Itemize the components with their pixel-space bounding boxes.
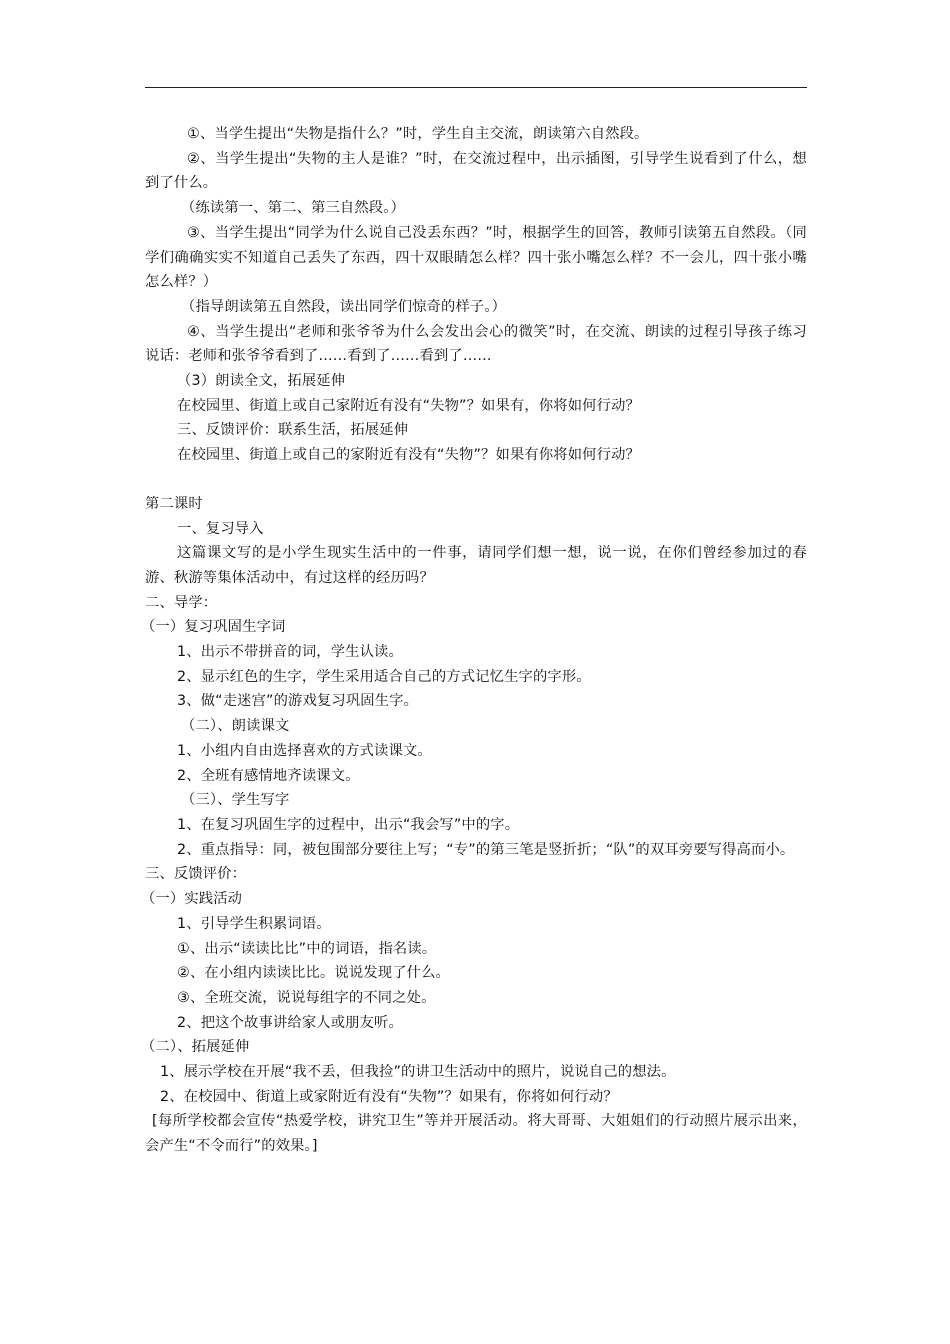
paragraph: 一、复习导入 xyxy=(177,520,264,537)
paragraph: 2、重点指导：同，被包围部分要往上写；“专”的第三笔是竖折折；“队”的双耳旁要写得高而小。 xyxy=(177,841,795,858)
paragraph: 在校园里、街道上或自己家附近有没有“失物”？如果有，你将如何行动？ xyxy=(177,397,640,414)
paragraph: （一）实践活动 xyxy=(141,891,243,908)
paragraph: 1、小组内自由选择喜欢的方式读课文。 xyxy=(177,742,432,759)
paragraph: ③、当学生提出“同学为什么说自己没丢东西？”时，根据学生的回答，教师引读第五自然段。（同学们确确实实不知道自己丢失了东西，四十双眼睛怎么样？四十张小嘴怎么样？不一会儿，四十张小嘴怎么样？） xyxy=(145,224,807,291)
paragraph: 1、引导学生积累词语。 xyxy=(177,915,331,932)
paragraph: 二、导学： xyxy=(145,594,218,611)
paragraph: （3）朗读全文，拓展延伸 xyxy=(177,373,346,390)
paragraph-gap xyxy=(145,468,807,492)
paragraph: （二）、朗读课文 xyxy=(181,718,290,735)
paragraph: （练读第一、第二、第三自然段。） xyxy=(181,200,405,217)
paragraph: 三、反馈评价：联系生活，拓展延伸 xyxy=(177,422,409,439)
paragraph: 1、展示学校在开展“我不丢，但我捡”的讲卫生活动中的照片，说说自己的想法。 xyxy=(160,1064,676,1081)
paragraph: ①、出示“读读比比”中的词语，指名读。 xyxy=(177,940,437,957)
paragraph: ③、全班交流，说说每组字的不同之处。 xyxy=(177,989,436,1006)
paragraph: 第二课时 xyxy=(145,495,203,512)
paragraph: （三）、学生写字 xyxy=(181,792,290,809)
paragraph: 2、显示红色的生字，学生采用适合自己的方式记忆生字的字形。 xyxy=(177,668,591,685)
paragraph: ②、当学生提出“失物的主人是谁？”时，在交流过程中，出示插图，引导学生说看到了什么，想到了什么。 xyxy=(145,150,807,192)
paragraph: 三、反馈评价： xyxy=(145,866,247,883)
paragraph: 2、在校园中、街道上或家附近有没有“失物”？如果有，你将如何行动？ xyxy=(160,1088,618,1105)
paragraph: ①、当学生提出“失物是指什么？”时，学生自主交流，朗读第六自然段。 xyxy=(187,126,649,142)
paragraph: （一）复习巩固生字词 xyxy=(141,619,286,636)
header-rule xyxy=(145,87,807,88)
paragraph: （指导朗读第五自然段，读出同学们惊奇的样子。） xyxy=(181,298,507,315)
paragraph: 2、全班有感情地齐读课文。 xyxy=(177,767,360,784)
paragraph: 在校园里、街道上或自己的家附近有没有“失物”？如果有你将如何行动？ xyxy=(177,447,640,464)
paragraph: 1、出示不带拼音的词，学生认读。 xyxy=(177,644,403,661)
document-body xyxy=(141,122,807,1159)
paragraph: 3、做“走迷宫”的游戏复习巩固生字。 xyxy=(177,693,419,710)
paragraph: （二）、拓展延伸 xyxy=(141,1039,250,1056)
paragraph: 2、把这个故事讲给家人或朋友听。 xyxy=(177,1014,403,1031)
paragraph: 这篇课文写的是小学生现实生活中的一件事，请同学们想一想，说一说，在你们曾经参加过的春游、秋游等集体活动中，有过这样的经历吗？ xyxy=(145,545,807,586)
paragraph: 1、在复习巩固生字的过程中，出示“我会写”中的字。 xyxy=(177,816,520,833)
paragraph: [每所学校都会宣传“热爱学校，讲究卫生”等并开展活动。将大哥哥、大姐姐们的行动照片展示出来，会产生“不令而行”的效果。] xyxy=(145,1113,807,1155)
paragraph: ④、当学生提出“老师和张爷爷为什么会发出会心的微笑”时，在交流、朗读的过程引导孩子练习说话：老师和张爷爷看到了……看到了……看到了…… xyxy=(145,323,807,365)
paragraph: ②、在小组内读读比比。说说发现了什么。 xyxy=(177,965,451,982)
